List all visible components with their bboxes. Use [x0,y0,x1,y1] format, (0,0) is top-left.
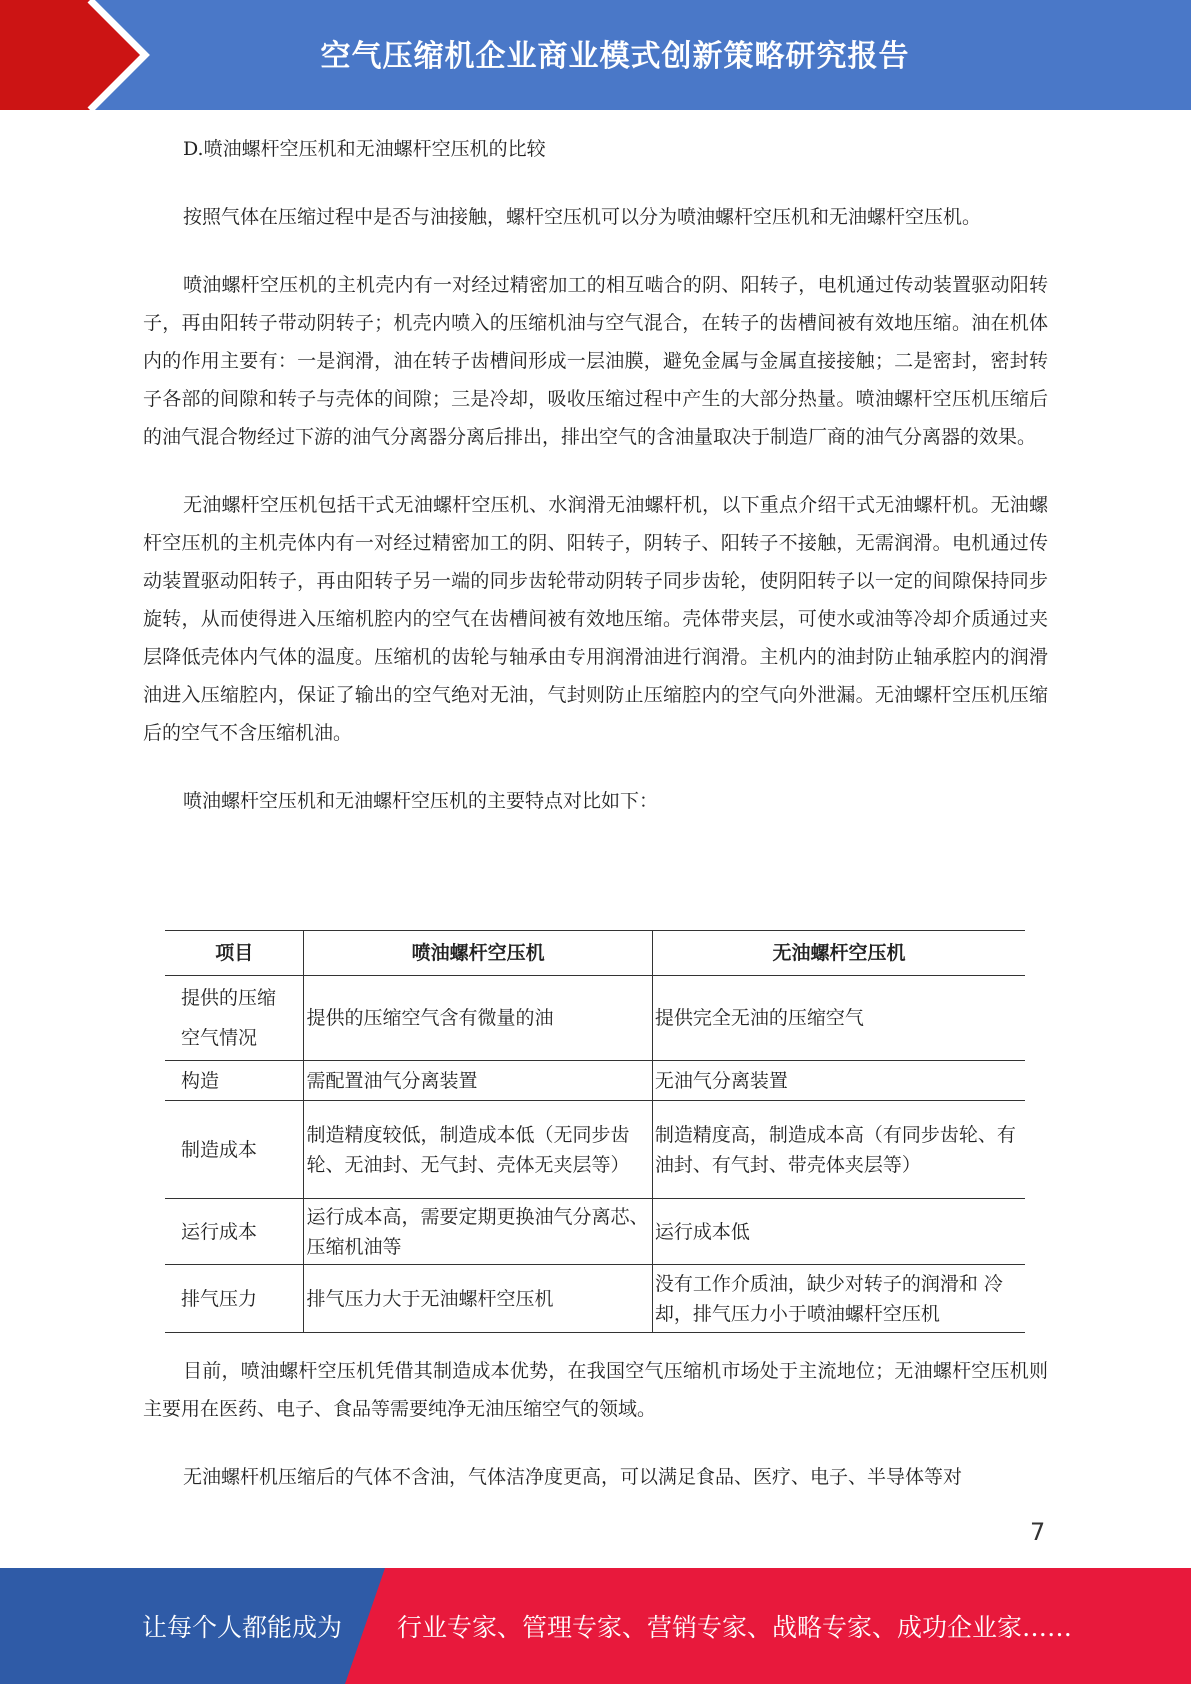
table-header-row [165,931,1025,976]
report-title: 空气压缩机企业商业模式创新策略研究报告 [320,38,910,74]
page-header [0,0,1191,110]
document-body-continued [143,1352,1048,1496]
section-subheading: D.喷油螺杆空压机和无油螺杆空压机的比较 [183,138,546,160]
footer-slogan-left: 让每个人都能成为 [142,1613,343,1642]
paragraph-5: 目前，喷油螺杆空压机凭借其制造成本优势，在我国空气压缩机市场处于主流地位；无油螺杆空压机则主要用在医药、电子、食品等需要纯净无油压缩空气的领域。 [143,1360,1048,1420]
table-cell: 没有工作介质油，缺少对转子的润滑和 冷却，排气压力小于喷油螺杆空压机 [652,1265,1025,1333]
column-header: 项目 [165,931,304,976]
table-cell: 提供完全无油的压缩空气 [652,976,1025,1061]
footer-slogan-right: 行业专家、管理专家、营销专家、战略专家、成功企业家…… [397,1613,1073,1642]
table-cell: 运行成本高，需要定期更换油气分离芯、压缩机油等 [304,1199,652,1265]
table-row [165,976,1025,1061]
comparison-table [165,930,1025,1333]
paragraph-2: 喷油螺杆空压机的主机壳内有一对经过精密加工的相互啮合的阴、阳转子，电机通过传动装置驱动阳转子，再由阳转子带动阴转子；机壳内喷入的压缩机油与空气混合，在转子的齿槽间被有效地压缩。油在机体内的作用主要有：一是润滑，油在转子齿槽间形成一层油膜，避免金属与金属直接接触；二是密封，密封转子各部的间隙和转子与壳体的间隙；三是冷却，吸收压缩过程中产生的大部分热量。喷油螺杆空压机压缩后的油气混合物经过下游的油气分离器分离后排出，排出空气的含油量取决于制造厂商的油气分离器的效果。 [143,274,1048,448]
column-header: 喷油螺杆空压机 [304,931,652,976]
table-cell: 运行成本 [165,1199,304,1265]
table-cell: 需配置油气分离装置 [304,1061,652,1101]
table-row [165,1199,1025,1265]
paragraph-1: 按照气体在压缩过程中是否与油接触，螺杆空压机可以分为喷油螺杆空压机和无油螺杆空压机。 [183,206,982,228]
paragraph-4: 喷油螺杆空压机和无油螺杆空压机的主要特点对比如下： [183,790,659,812]
paragraph-3: 无油螺杆空压机包括干式无油螺杆空压机、水润滑无油螺杆机，以下重点介绍干式无油螺杆机。无油螺杆空压机的主机壳体内有一对经过精密加工的阴、阳转子，阴转子、阳转子不接触，无需润滑。电机通过传动装置驱动阳转子，再由阳转子另一端的同步齿轮带动阴转子同步齿轮，使阴阳转子以一定的间隙保持同步旋转，从而使得进入压缩机腔内的空气在齿槽间被有效地压缩。壳体带夹层，可使水或油等冷却介质通过夹层降低壳体内气体的温度。压缩机的齿轮与轴承由专用润滑油进行润滑。主机内的油封防止轴承腔内的润滑油进入压缩腔内，保证了输出的空气绝对无油，气封则防止压缩腔内的空气向外泄漏。无油螺杆空压机压缩后的空气不含压缩机油。 [143,494,1048,744]
page-number: 7 [1030,1518,1046,1546]
paragraph-6: 无油螺杆机压缩后的气体不含油，气体洁净度更高，可以满足食品、医疗、电子、半导体等对 [183,1466,963,1488]
document-body [143,130,1048,820]
table-cell: 排气压力大于无油螺杆空压机 [304,1265,652,1333]
table-cell: 制造精度较低，制造成本低（无同步齿轮、无油封、无气封、壳体无夹层等） [304,1101,652,1199]
table-cell: 无油气分离装置 [652,1061,1025,1101]
table-cell: 提供的压缩空气含有微量的油 [304,976,652,1061]
table-cell: 制造成本 [165,1101,304,1199]
table-row [165,1101,1025,1199]
table-cell: 制造精度高，制造成本高（有同步齿轮、有油封、有气封、带壳体夹层等） [652,1101,1025,1199]
header-chevron-icon [0,0,160,110]
table-row [165,1265,1025,1333]
table-cell: 提供的压缩空气情况 [165,976,304,1061]
table-row [165,1061,1025,1101]
table-cell: 运行成本低 [652,1199,1025,1265]
table-cell: 构造 [165,1061,304,1101]
column-header: 无油螺杆空压机 [652,931,1025,976]
table-cell: 排气压力 [165,1265,304,1333]
page-footer [0,1568,1191,1684]
